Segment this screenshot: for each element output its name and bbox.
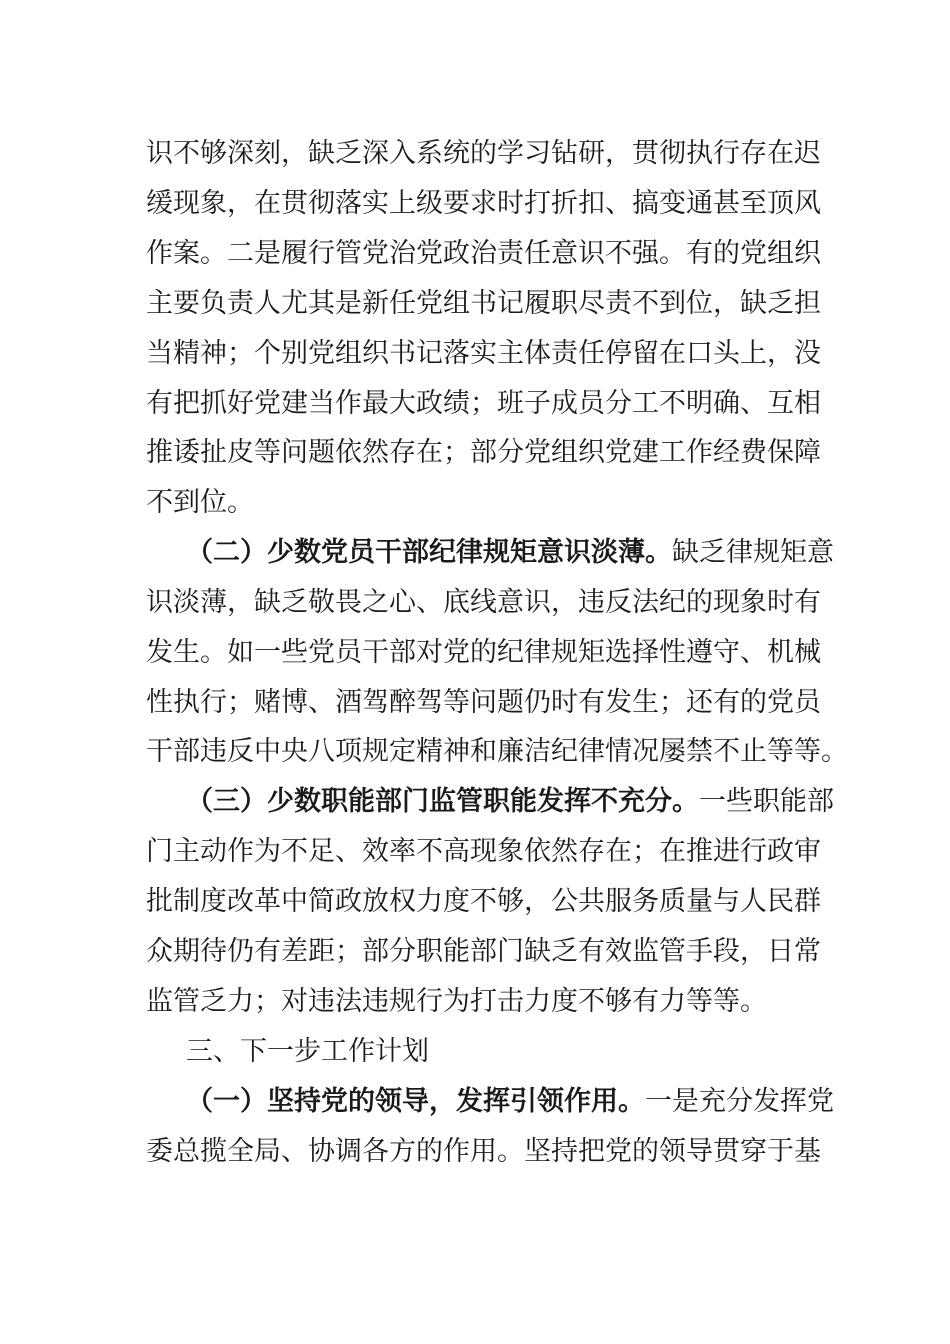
line-text: 识淡薄，缺乏敬畏之心、底线意识，违反法纪的现象时有 [146,587,821,618]
body-line [146,284,821,324]
section-heading-bold: （一）坚持党的领导，发挥引领作用。 [186,1086,645,1117]
line-text: 不到位。 [146,487,254,518]
body-line [146,334,821,374]
body-line [146,732,848,772]
body-line [146,483,806,523]
line-text: 识不够深刻，缺乏深入系统的学习钻研，贯彻执行存在迟 [146,138,821,169]
line-text: 委总揽全局、协调各方的作用。坚持把党的领导贯穿于基 [146,1136,821,1167]
line-text: 推诿扯皮等问题依然存在；部分党组织党建工作经费保障 [146,437,821,468]
line-text: 一是充分发挥党 [645,1086,834,1117]
chapter-heading-text: 三、下一步工作计划 [186,1036,429,1067]
line-text: 门主动作为不足、效率不高现象依然存在；在推进行政审 [146,836,821,867]
section-heading-line [186,782,834,822]
section-heading-bold: （三）少数职能部门监管职能发挥不充分。 [186,786,699,817]
line-text: 缓现象，在贯彻落实上级要求时打折扣、搞变通甚至顶风 [146,188,821,219]
body-line [146,184,821,224]
line-text: 众期待仍有差距；部分职能部门缺乏有效监管手段，日常 [146,936,821,967]
line-text: 批制度改革中简政放权力度不够，公共服务质量与人民群 [146,886,821,917]
line-text: 作案。二是履行管党治党政治责任意识不强。有的党组织 [146,238,821,269]
body-line [146,234,821,274]
body-line [146,882,821,922]
body-line [146,982,806,1022]
body-line [146,134,821,174]
line-text: 缺乏律规矩意 [672,537,834,568]
line-text: 性执行；赌博、酒驾醉驾等问题仍时有发生；还有的党员 [146,687,821,718]
body-line [146,633,821,673]
body-line [146,932,821,972]
body-line [146,384,821,424]
line-text: 干部违反中央八项规定精神和廉洁纪律情况屡禁不止等等。 [146,736,848,767]
line-text: 主要负责人尤其是新任党组书记履职尽责不到位，缺乏担 [146,288,821,319]
body-line [146,433,821,473]
chapter-heading [186,1032,806,1072]
section-heading-line [186,533,834,573]
line-text: 一些职能部 [699,786,834,817]
line-text: 监管乏力；对违法违规行为打击力度不够有力等等。 [146,986,767,1017]
body-line [146,832,821,872]
line-text: 有把抓好党建当作最大政绩；班子成员分工不明确、互相 [146,388,821,419]
section-heading-line [186,1082,834,1122]
body-line [146,1132,821,1172]
body-line [146,683,821,723]
body-line [146,583,821,623]
section-heading-bold: （二）少数党员干部纪律规矩意识淡薄。 [186,537,672,568]
line-text: 当精神；个别党组织书记落实主体责任停留在口头上，没 [146,338,821,369]
line-text: 发生。如一些党员干部对党的纪律规矩选择性遵守、机械 [146,637,821,668]
